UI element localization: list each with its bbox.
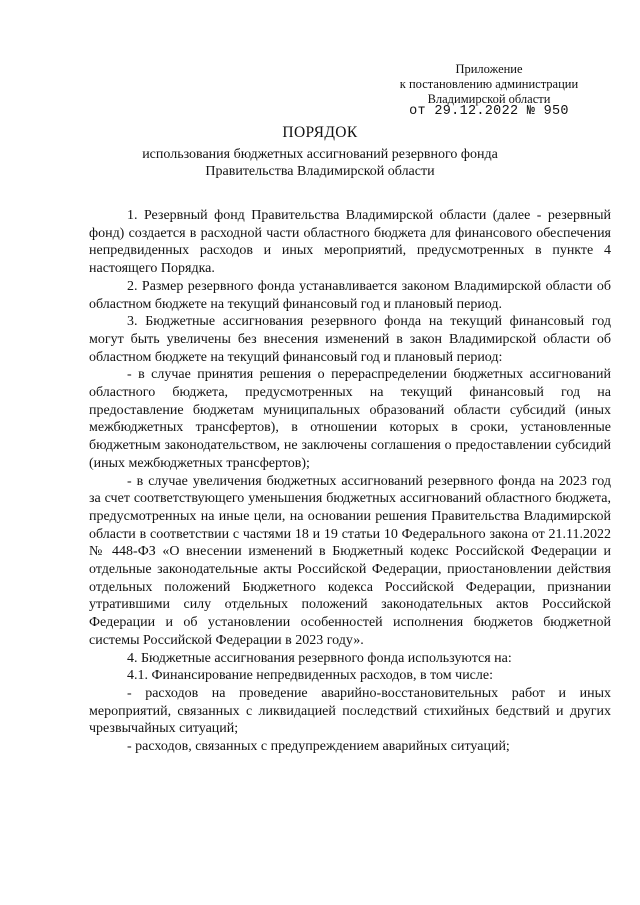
document-body (89, 207, 611, 756)
decree-date: 29.12.2022 (434, 104, 519, 119)
paragraph-3: 3. Бюджетные ассигнования резервного фонда на текущий финансовый год могут быть увеличены без внесения изменений в закон Владимирской области об областном бюджете на текущий финансовый год и плановый период: (89, 314, 611, 365)
decree-date-line (384, 104, 594, 119)
subtitle-line-1: использования бюджетных ассигнований резервного фонда (142, 147, 498, 162)
paragraph-4-1-item-1: - расходов на проведение аварийно-восстановительных работ и иных мероприятий, связанных с ликвидацией последствий стихийных бедствий и других чрезвычайных ситуаций; (89, 685, 611, 737)
paragraph-1: 1. Резервный фонд Правительства Владимирской области (далее - резервный фонд) создается в расходной части областного бюджета для финансового обеспечения непредвиденных расходов и иных мероприятий, предусмотренных в пункте 4 настоящего Порядка. (89, 208, 611, 277)
appendix-line-3: Владимирской области (427, 92, 551, 106)
appendix-line-2: к постановлению администрации (399, 77, 579, 91)
date-prefix: от (409, 104, 426, 119)
number-sign: № (526, 104, 536, 119)
paragraph-2: 2. Размер резервного фонда устанавливается законом Владимирской области об областном бюджете на текущий финансовый год и плановый период. (89, 278, 611, 312)
paragraph-4-1-item-2: - расходов, связанных с предупреждением аварийных ситуаций; (127, 739, 510, 755)
document-title: ПОРЯДОК (282, 124, 358, 141)
document-subtitle (0, 146, 640, 180)
appendix-block (384, 62, 594, 119)
paragraph-4-1: 4.1. Финансирование непредвиденных расходов, в том числе: (127, 668, 493, 684)
paragraph-4: 4. Бюджетные ассигнования резервного фонда используются на: (127, 650, 512, 666)
appendix-line-1: Приложение (455, 62, 523, 76)
paragraph-3-item-1: - в случае принятия решения о перераспределении бюджетных ассигнований областного бюджета, предусмотренных на текущий финансовый год на предоставление бюджетам муниципальных образований области субсидий (иных межбюджетных трансфертов), в отношении которых в сроки, установленные бюджетным законодательством, не заключены соглашения о предоставлении субсидий (иных межбюджетных трансфертов); (89, 367, 611, 471)
subtitle-line-2: Правительства Владимирской области (205, 164, 435, 179)
paragraph-3-item-2: - в случае увеличения бюджетных ассигнований резервного фонда на 2023 год за счет соответствующего уменьшения бюджетных ассигнований областного бюджета, предусмотренных на иные цели, на основании решения Правительства Владимирской области в соответствии с частями 18 и 19 статьи 10 Федерального закона от 21.11.2022 № 448-ФЗ «О внесении изменений в Бюджетный кодекс Российской Федерации и отдельные законодательные акты Российской Федерации, приостановлении действия отдельных положений Бюджетного кодекса Российской Федерации, признании утратившими силу отдельных положений законодательных актов Российской Федерации и об установлении особенностей исполнения бюджетов бюджетной системы Российской Федерации в 2023 году». (89, 473, 611, 648)
decree-number: 950 (543, 104, 569, 119)
